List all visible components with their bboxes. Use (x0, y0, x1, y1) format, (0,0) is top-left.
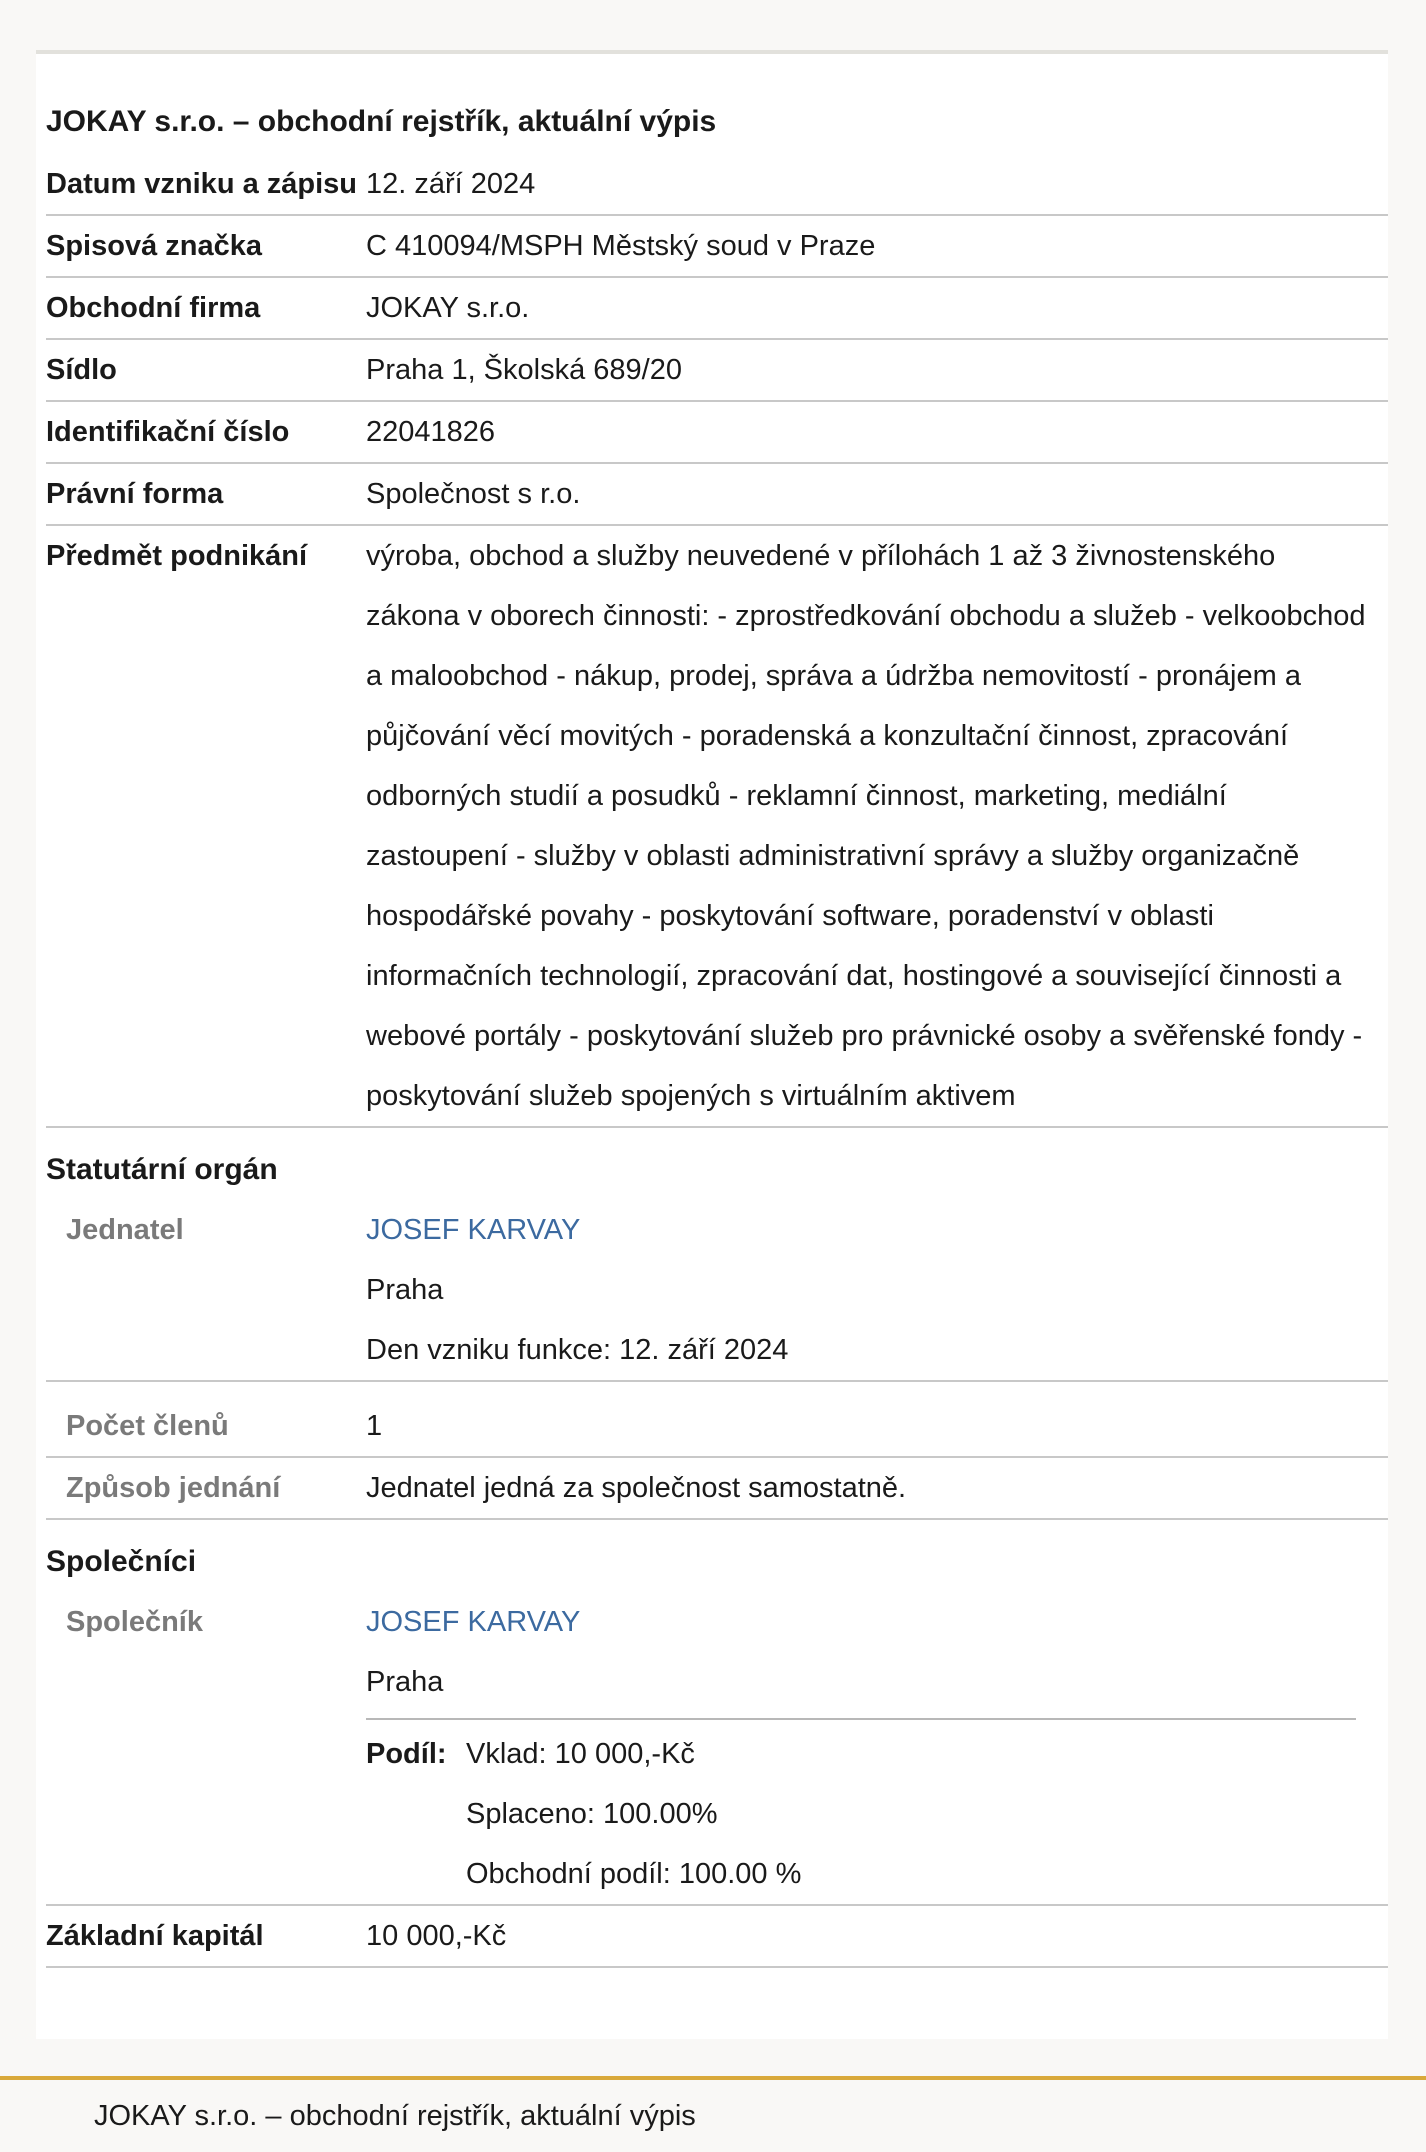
footer-bar (0, 2076, 1426, 2152)
kapital-label: Základní kapitál (46, 1920, 264, 1952)
pocet-label: Počet členů (66, 1410, 229, 1442)
splaceno-value: Splaceno: 100.00% (466, 1798, 718, 1830)
spisova-label: Spisová značka (46, 230, 262, 262)
spolecnik-details (366, 1592, 1388, 1904)
ico-label: Identifikační číslo (46, 416, 290, 448)
jednatel-since: Den vzniku funkce: 12. září 2024 (366, 1334, 789, 1366)
spacer (46, 1382, 1388, 1396)
page-title: JOKAY s.r.o. – obchodní rejstřík, aktuální výpis (46, 105, 717, 138)
row-forma (46, 464, 1388, 526)
kapital-value: 10 000,-Kč (366, 1920, 507, 1952)
row-kapital (46, 1906, 1388, 1966)
row-sidlo (46, 340, 1388, 402)
register-extract (46, 98, 1388, 1968)
row-spisova (46, 216, 1388, 278)
datum-value: 12. září 2024 (366, 168, 536, 200)
forma-value: Společnost s r.o. (366, 478, 581, 510)
forma-label: Právní forma (46, 478, 224, 510)
podil-values (466, 1724, 801, 1904)
row-ico (46, 402, 1388, 464)
podil-label: Podíl: (366, 1738, 447, 1770)
spolecnik-label: Společník (66, 1606, 203, 1638)
divider (46, 1966, 1388, 1968)
jednatel-city: Praha (366, 1274, 444, 1306)
ico-value: 22041826 (366, 416, 496, 448)
jednatel-details (366, 1200, 1388, 1380)
predmet-value: výroba, obchod a služby neuvedené v přílohách 1 až 3 živnostenského zákona v oborech činnosti: - zprostředkování obchodu a služeb - velkoobchod a maloobchod - nákup, prodej, správa a údržba nemovitostí - pronájem a půjčování věcí movitých - poradenská a konzultační činnost, zpracování odborných studií a posudků - reklamní činnost, marketing, mediální zastoupení - služby v oblasti administrativní správy a služby organizačně hospodářské povahy - poskytování software, poradenství v oblasti informačních technologií, zpracování dat, hostingové a související činnosti a webové portály - poskytování služeb pro právnické osoby a svěřenské fondy - poskytování služeb spojených s virtuálním aktivem (366, 540, 1366, 1112)
jednatel-name-link[interactable]: JOSEF KARVAY (366, 1214, 581, 1246)
firma-label: Obchodní firma (46, 292, 261, 324)
sidlo-value: Praha 1, Školská 689/20 (366, 354, 682, 386)
row-predmet (46, 526, 1388, 1128)
podil-block (366, 1720, 1388, 1904)
footer-text: JOKAY s.r.o. – obchodní rejstřík, aktuální výpis (94, 2100, 696, 2132)
vklad-value: Vklad: 10 000,-Kč (466, 1738, 695, 1770)
row-jednatel (46, 1200, 1388, 1382)
row-spolecnik (46, 1592, 1388, 1906)
obchodni-podil-value: Obchodní podíl: 100.00 % (466, 1858, 802, 1890)
sidlo-label: Sídlo (46, 354, 117, 386)
datum-label: Datum vzniku a zápisu (46, 168, 358, 200)
spolecnik-name-link[interactable]: JOSEF KARVAY (366, 1606, 581, 1638)
spolecnici-heading: Společníci (46, 1545, 197, 1578)
zpusob-value: Jednatel jedná za společnost samostatně. (366, 1472, 907, 1504)
row-datum (46, 154, 1388, 216)
statutarni-heading: Statutární orgán (46, 1153, 278, 1186)
predmet-label: Předmět podnikání (46, 540, 308, 572)
jednatel-label: Jednatel (66, 1214, 184, 1246)
zpusob-label: Způsob jednání (66, 1472, 281, 1504)
row-firma (46, 278, 1388, 340)
page-card (36, 50, 1388, 2039)
firma-value: JOKAY s.r.o. (366, 292, 530, 324)
spolecnik-city: Praha (366, 1666, 444, 1698)
spisova-value: C 410094/MSPH Městský soud v Praze (366, 230, 876, 262)
row-zpusob (46, 1458, 1388, 1520)
pocet-value: 1 (366, 1410, 383, 1442)
row-pocet (46, 1396, 1388, 1458)
